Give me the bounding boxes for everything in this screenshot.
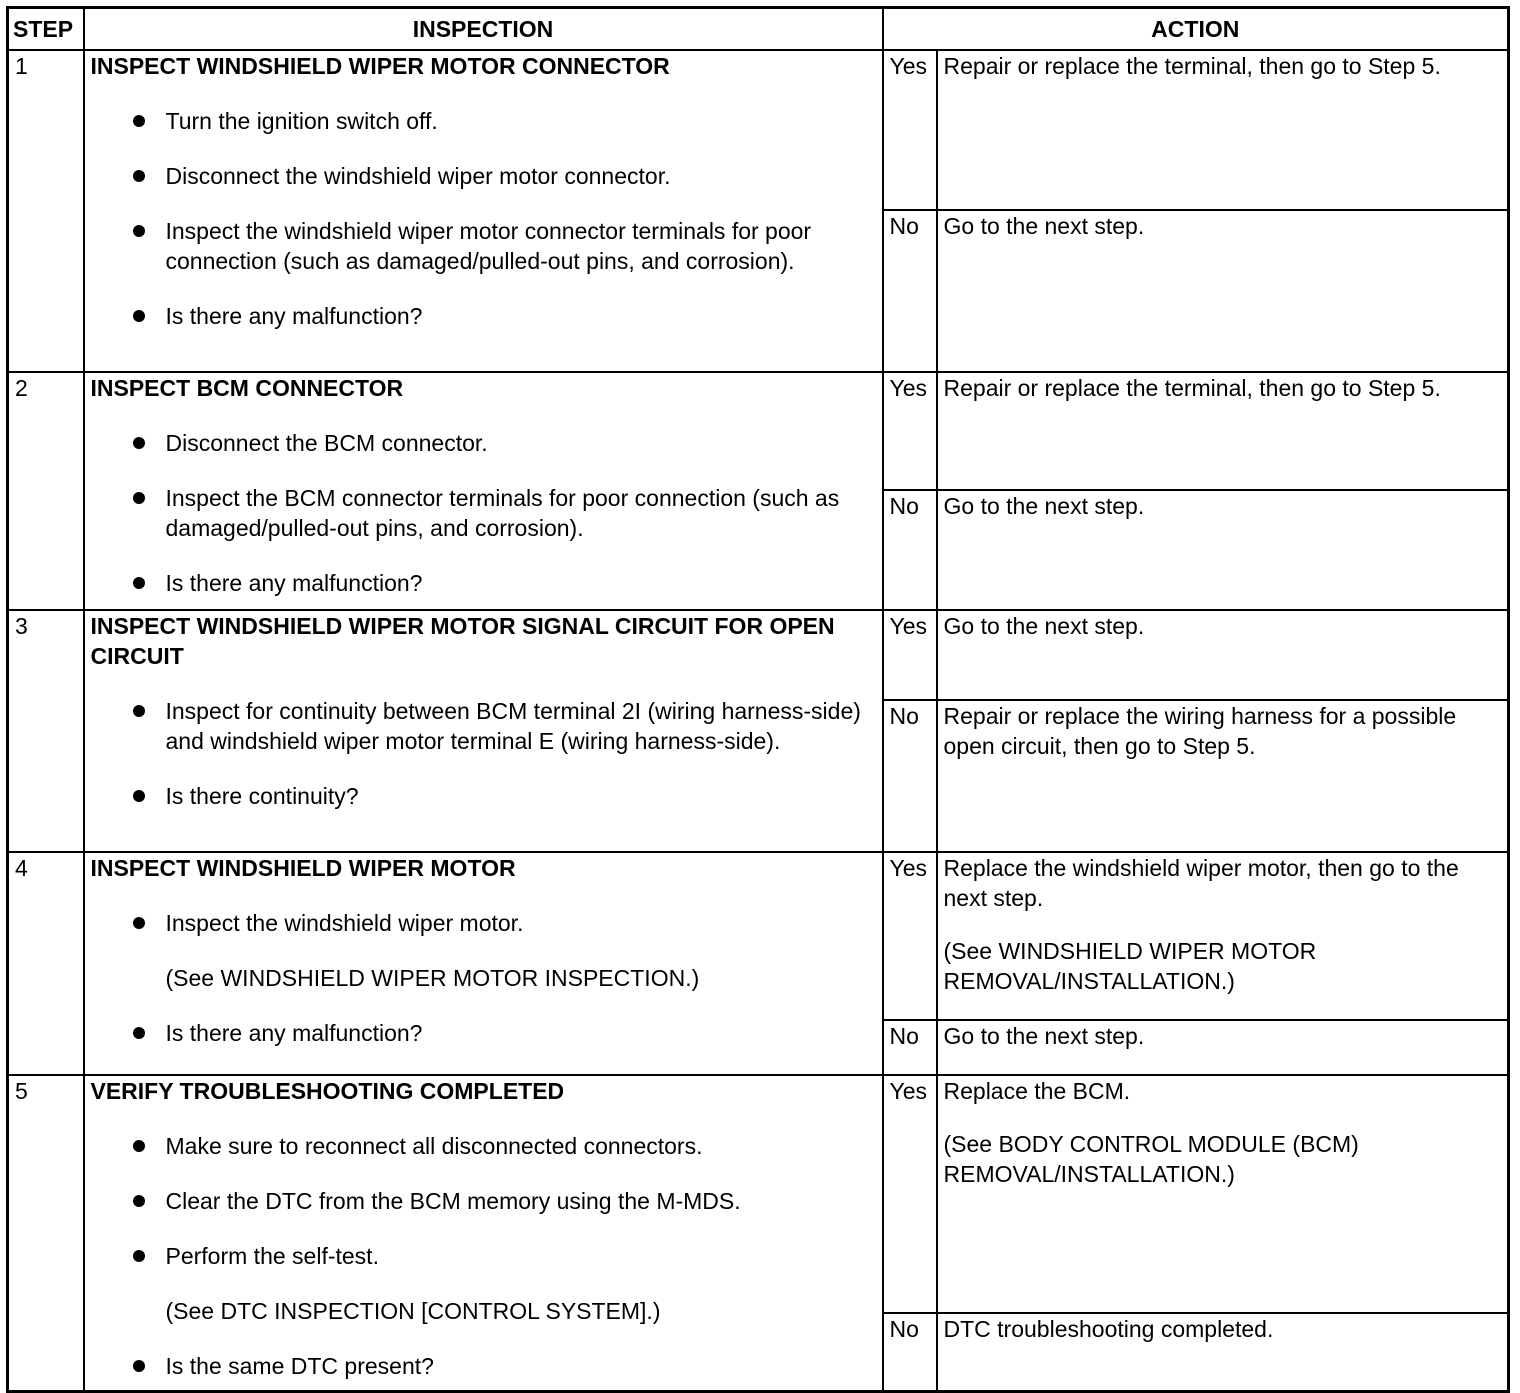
- inspection-item: Inspect the windshield wiper motor.: [91, 908, 876, 938]
- bullet-icon: [133, 170, 145, 182]
- inspection-item: Disconnect the windshield wiper motor connector.: [91, 161, 876, 191]
- step-title: INSPECT WINDSHIELD WIPER MOTOR: [90, 855, 516, 881]
- inspection-item: Clear the DTC from the BCM memory using the M-MDS.: [91, 1186, 876, 1216]
- step-2-yes-row: [8, 372, 1509, 490]
- yes-label: Yes: [883, 610, 937, 700]
- yes-action: Replace the windshield wiper motor, then go to the next step. (See WINDSHIELD WIPER MOTOR REMOVAL/INSTALLATION.): [937, 852, 1509, 1020]
- step-inspection: [84, 852, 883, 1075]
- step-number: 2: [8, 372, 84, 610]
- yes-label: Yes: [883, 852, 937, 1020]
- dtc-troubleshooting-table: [6, 6, 1510, 1393]
- yes-label: Yes: [883, 372, 937, 490]
- inspection-item: Perform the self-test.: [91, 1241, 876, 1271]
- inspection-item: Inspect the windshield wiper motor connector terminals for poor connection (such as damaged/pulled-out pins, and corrosion).: [91, 216, 876, 276]
- inspection-note: (See DTC INSPECTION [CONTROL SYSTEM].): [165, 1298, 661, 1324]
- bullet-icon: [133, 705, 145, 717]
- no-action: Go to the next step.: [937, 490, 1509, 610]
- no-action: Repair or replace the wiring harness for a possible open circuit, then go to Step 5.: [937, 700, 1509, 852]
- bullet-icon: [133, 1140, 145, 1152]
- action-header: ACTION: [883, 8, 1509, 51]
- step-1-yes-row: [8, 50, 1509, 210]
- inspection-item: Turn the ignition switch off.: [91, 106, 876, 136]
- step-3-yes-row: [8, 610, 1509, 700]
- inspection-note: (See WINDSHIELD WIPER MOTOR INSPECTION.): [165, 965, 700, 991]
- yes-action: Replace the BCM. (See BODY CONTROL MODULE (BCM) REMOVAL/INSTALLATION.): [937, 1075, 1509, 1313]
- no-action: Go to the next step.: [937, 1020, 1509, 1075]
- inspection-item: Inspect the BCM connector terminals for poor connection (such as damaged/pulled-out pins, and corrosion).: [91, 483, 876, 543]
- inspection-item: Is there any malfunction?: [91, 1018, 876, 1048]
- step-title: INSPECT WINDSHIELD WIPER MOTOR CONNECTOR: [90, 53, 670, 79]
- bullet-icon: [133, 115, 145, 127]
- yes-label: Yes: [883, 50, 937, 210]
- bullet-icon: [133, 225, 145, 237]
- step-inspection: [84, 372, 883, 610]
- header-row: [8, 8, 1509, 51]
- inspection-item: Is there any malfunction?: [91, 301, 876, 331]
- bullet-icon: [133, 1250, 145, 1262]
- bullet-icon: [133, 1195, 145, 1207]
- step-title: VERIFY TROUBLESHOOTING COMPLETED: [90, 1078, 565, 1104]
- step-number: 1: [8, 50, 84, 372]
- step-number: 3: [8, 610, 84, 852]
- step-inspection: [84, 50, 883, 372]
- bullet-icon: [133, 437, 145, 449]
- no-label: No: [883, 490, 937, 610]
- yes-action: Repair or replace the terminal, then go to Step 5.: [937, 50, 1509, 210]
- bullet-icon: [133, 310, 145, 322]
- inspection-item: Disconnect the BCM connector.: [91, 428, 876, 458]
- step-inspection: [84, 1075, 883, 1391]
- inspection-item: Is there any malfunction?: [91, 568, 876, 598]
- no-action: Go to the next step.: [937, 210, 1509, 372]
- inspection-item: Make sure to reconnect all disconnected connectors.: [91, 1131, 876, 1161]
- inspection-item: Is there continuity?: [91, 781, 876, 811]
- step-inspection: [84, 610, 883, 852]
- bullet-icon: [133, 917, 145, 929]
- yes-label: Yes: [883, 1075, 937, 1313]
- step-title: INSPECT BCM CONNECTOR: [90, 375, 404, 401]
- bullet-icon: [133, 492, 145, 504]
- step-header: STEP: [8, 8, 84, 51]
- step-title: INSPECT WINDSHIELD WIPER MOTOR SIGNAL CIRCUIT FOR OPEN CIRCUIT: [90, 613, 835, 669]
- inspection-item: Is the same DTC present?: [91, 1351, 876, 1381]
- step-5-yes-row: [8, 1075, 1509, 1313]
- step-number: 5: [8, 1075, 84, 1391]
- yes-action: Go to the next step.: [937, 610, 1509, 700]
- bullet-icon: [133, 1027, 145, 1039]
- no-label: No: [883, 210, 937, 372]
- inspection-item: Inspect for continuity between BCM terminal 2I (wiring harness-side) and windshield wiper motor terminal E (wiring harness-side).: [91, 696, 876, 756]
- no-label: No: [883, 1020, 937, 1075]
- bullet-icon: [133, 790, 145, 802]
- bullet-icon: [133, 577, 145, 589]
- inspection-header: INSPECTION: [84, 8, 883, 51]
- bullet-icon: [133, 1360, 145, 1372]
- no-label: No: [883, 700, 937, 852]
- no-label: No: [883, 1313, 937, 1391]
- step-number: 4: [8, 852, 84, 1075]
- no-action: DTC troubleshooting completed.: [937, 1313, 1509, 1391]
- yes-action: Repair or replace the terminal, then go to Step 5.: [937, 372, 1509, 490]
- step-4-yes-row: [8, 852, 1509, 1020]
